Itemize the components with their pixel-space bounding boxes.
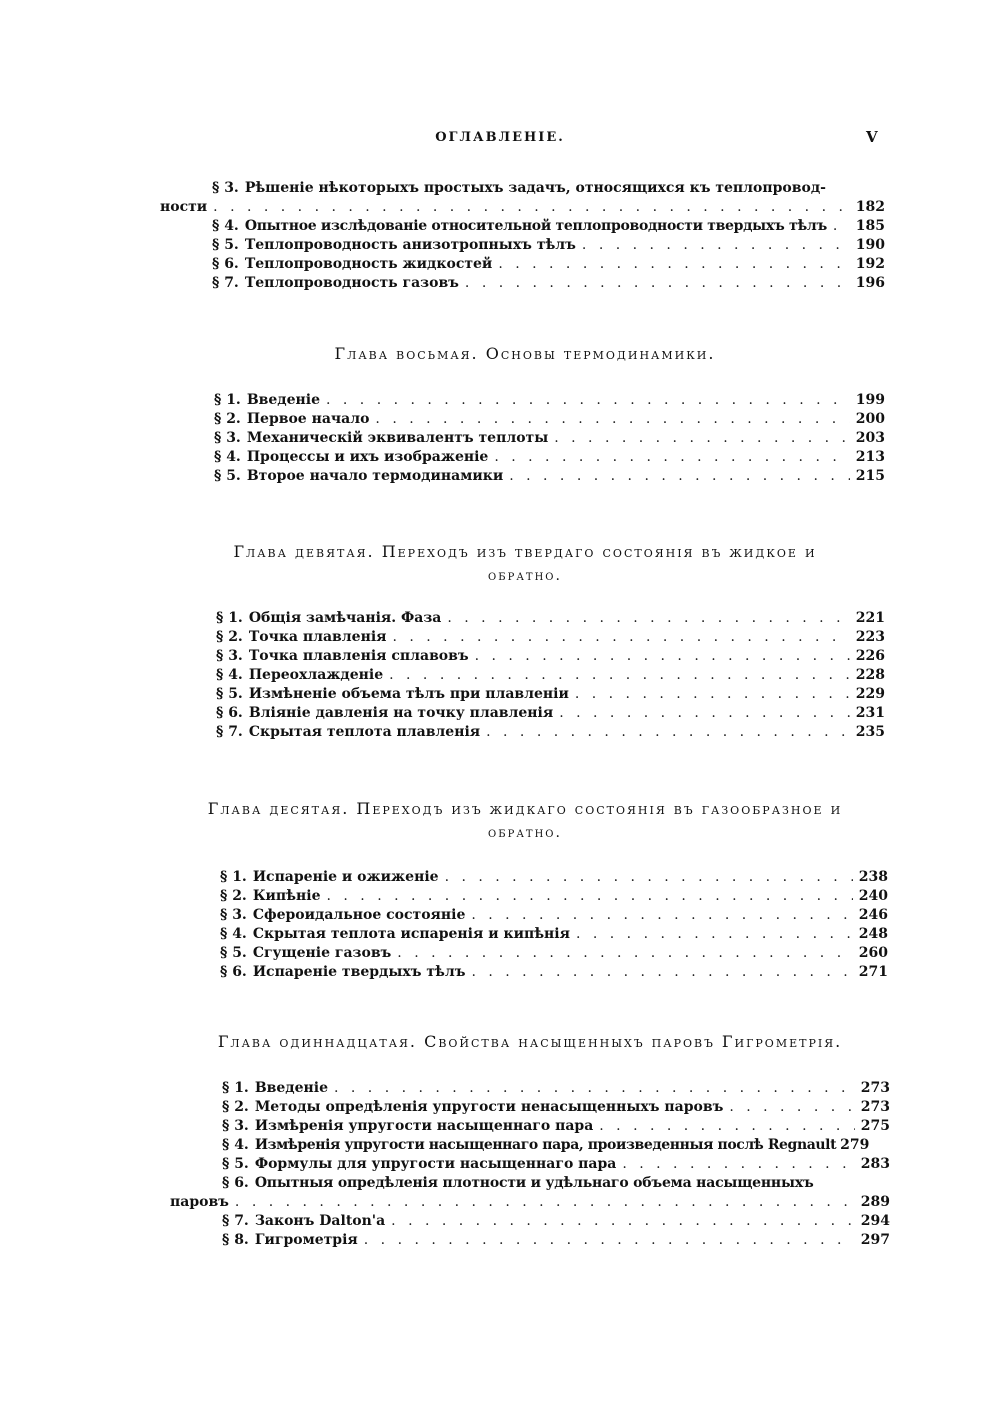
entry-title: Общія замѣчанія. Фаза (248, 610, 442, 626)
dot-leader (471, 962, 852, 982)
dot-leader (622, 1154, 854, 1174)
dot-leader (397, 943, 852, 963)
entry-title: Скрытая теплота плавленія (248, 724, 481, 740)
page-ref: 271 (858, 964, 888, 980)
entry-title: Измѣренія упругости насыщеннаго пара (254, 1118, 594, 1134)
section-number: § 1. (216, 610, 243, 626)
section-number: § 1. (214, 392, 241, 408)
dot-leader (498, 254, 849, 274)
entry-continuation: ности (160, 199, 208, 215)
entry-title: Испареніе и ожиженіе (252, 869, 439, 885)
toc-entry (214, 447, 885, 467)
page-ref: 203 (855, 430, 885, 446)
section-number: § 3. (212, 180, 239, 196)
chapter-heading-line2: обратно. (488, 825, 562, 841)
page-ref: 294 (860, 1213, 890, 1229)
entry-title: Теплопроводность газовъ (244, 275, 459, 291)
dot-leader (327, 886, 853, 906)
chapter-heading: Глава одиннадцатая. Свойства насыщенныхъ паровъ Гигрометрія. (217, 1032, 843, 1051)
section-number: § 5. (212, 237, 239, 253)
entry-continuation: паровъ (170, 1194, 229, 1210)
entry-title: Измѣненіе объема тѣлъ при плавленіи (248, 686, 569, 702)
page-ref: 273 (860, 1099, 890, 1115)
page-ref: 260 (858, 945, 888, 961)
section-number: § 2. (214, 411, 241, 427)
section-number: § 4. (222, 1137, 249, 1153)
entry-title: Скрытая теплота испаренія и кипѣнія (252, 926, 570, 942)
toc-entry (212, 254, 885, 274)
page-ref: 297 (860, 1232, 890, 1248)
page-ref: 185 (855, 218, 885, 234)
toc-entry (160, 197, 885, 217)
section-number: § 4. (212, 218, 239, 234)
chapter-heading-line2: обратно. (488, 568, 562, 584)
page-ref: 238 (858, 869, 888, 885)
entry-title: Сфероидальное состояніе (252, 907, 466, 923)
toc-entry (216, 722, 885, 742)
section-number: § 6. (222, 1175, 249, 1191)
page-ref: 235 (855, 724, 885, 740)
page-ref: 213 (855, 449, 885, 465)
dot-leader (392, 627, 849, 647)
dot-leader (465, 273, 850, 293)
toc-entry (220, 943, 888, 963)
dot-leader (326, 390, 850, 410)
page-ref: 246 (858, 907, 888, 923)
dot-leader (833, 216, 850, 236)
page-ref: 273 (860, 1080, 890, 1096)
toc-entry (220, 886, 888, 906)
toc-entry (216, 684, 885, 704)
page-ref: 192 (855, 256, 885, 272)
entry-title: Опытное изслѣдованіе относительной теплопроводности твердыхъ тѣлъ (244, 218, 827, 234)
toc-entry (220, 905, 888, 925)
page-ref: 240 (858, 888, 888, 904)
page-ref: 223 (855, 629, 885, 645)
running-title: ОГЛАВЛЕНІЕ. (435, 130, 565, 145)
section-number: § 2. (220, 888, 247, 904)
toc-entry (216, 703, 885, 723)
entry-title: Теплопроводность жидкостей (244, 256, 493, 272)
section-number: § 6. (212, 256, 239, 272)
section-number: § 3. (214, 430, 241, 446)
dot-leader (389, 665, 850, 685)
chapter-heading-line1: Глава десятая. Переходъ изъ жидкаго состоянія въ газообразное и (207, 799, 843, 818)
entry-title: Законъ Dalton'a (254, 1213, 386, 1229)
toc-entry (212, 273, 885, 293)
chapter-heading (150, 797, 900, 845)
toc-entry (220, 867, 888, 887)
section-number: § 5. (220, 945, 247, 961)
page-ref: 231 (855, 705, 885, 721)
toc-entry (216, 627, 885, 647)
dot-leader (599, 1116, 855, 1136)
toc-entry (222, 1211, 890, 1231)
section-number: § 2. (222, 1099, 249, 1115)
toc-entry (214, 466, 885, 486)
entry-title: Сгущеніе газовъ (252, 945, 392, 961)
dot-leader (364, 1230, 855, 1250)
entry-title: Испареніе твердыхъ тѣлъ (252, 964, 466, 980)
toc-entry (222, 1230, 890, 1250)
entry-title: Введеніе (254, 1080, 328, 1096)
chapter-heading (170, 540, 880, 588)
section-number: § 7. (222, 1213, 249, 1229)
section-number: § 1. (222, 1080, 249, 1096)
entry-title: Рѣшеніе нѣкоторыхъ простыхъ задачъ, относящихся къ теплопровод- (244, 180, 826, 196)
section-number: § 8. (222, 1232, 249, 1248)
section-number: § 5. (216, 686, 243, 702)
entry-title: Точка плавленія (248, 629, 387, 645)
toc-entry (212, 216, 885, 236)
page-ref: 289 (860, 1194, 890, 1210)
toc-entry (220, 962, 888, 982)
dot-leader (445, 867, 853, 887)
entry-title: Первое начало (246, 411, 370, 427)
section-number: § 6. (216, 705, 243, 721)
entry-title: Второе начало термодинамики (246, 468, 504, 484)
section-number: § 7. (212, 275, 239, 291)
section-number: § 3. (222, 1118, 249, 1134)
dot-leader (471, 905, 852, 925)
toc-entry (222, 1173, 862, 1193)
toc-entry (222, 1116, 890, 1136)
section-number: § 3. (216, 648, 243, 664)
section-number: § 4. (216, 667, 243, 683)
toc-entry (212, 235, 885, 255)
chapter-heading-line1: Глава девятая. Переходъ изъ твердаго состоянія въ жидкое и (233, 542, 817, 561)
toc-entry (214, 409, 885, 429)
section-number: § 6. (220, 964, 247, 980)
entry-title: Измѣренія упругости насыщеннаго пара, произведенныя послѣ Regnault (254, 1137, 837, 1153)
page-ref: 248 (858, 926, 888, 942)
toc-entry (216, 608, 885, 628)
toc-entry (214, 390, 885, 410)
page-ref: 283 (860, 1156, 890, 1172)
entry-title: Введеніе (246, 392, 320, 408)
dot-leader (494, 447, 849, 467)
toc-entry (222, 1154, 890, 1174)
dot-leader (509, 466, 850, 486)
toc-entry (212, 178, 852, 198)
toc-entry (170, 1192, 890, 1212)
page-ref: 200 (855, 411, 885, 427)
entry-title: Вліяніе давленія на точку плавленія (248, 705, 554, 721)
dot-leader (576, 924, 853, 944)
entry-title: Механическій эквивалентъ теплоты (246, 430, 549, 446)
page-ref: 196 (855, 275, 885, 291)
entry-title: Опытныя опредѣленія плотности и удѣльнаго объема насыщенныхъ (254, 1175, 814, 1191)
dot-leader (559, 703, 850, 723)
toc-entry (222, 1097, 890, 1117)
dot-leader (213, 197, 850, 217)
toc-entry (216, 665, 885, 685)
section-number: § 7. (216, 724, 243, 740)
page-ref: 190 (855, 237, 885, 253)
dot-leader (575, 684, 850, 704)
toc-entry (216, 646, 885, 666)
dot-leader (235, 1192, 855, 1212)
entry-title: Методы опредѣленія упругости ненасыщенныхъ паровъ (254, 1099, 724, 1115)
entry-title: Формулы для упругости насыщеннаго пара (254, 1156, 617, 1172)
page-ref: 221 (855, 610, 885, 626)
page-ref: 226 (855, 648, 885, 664)
dot-leader (475, 646, 850, 666)
entry-title: Гигрометрія (254, 1232, 358, 1248)
section-number: § 4. (214, 449, 241, 465)
entry-title: Кипѣніе (252, 888, 321, 904)
page-number: V (866, 128, 878, 146)
dot-leader (486, 722, 850, 742)
entry-title: Переохлажденіе (248, 667, 384, 683)
entry-title: Процессы и ихъ изображеніе (246, 449, 489, 465)
page-ref: 275 (860, 1118, 890, 1134)
section-number: § 2. (216, 629, 243, 645)
section-number: § 1. (220, 869, 247, 885)
dot-leader (375, 409, 849, 429)
section-number: § 3. (220, 907, 247, 923)
entry-title: Теплопроводность анизотропныхъ тѣлъ (244, 237, 576, 253)
dot-leader (582, 235, 850, 255)
chapter-heading: Глава восьмая. Основы термодинамики. (334, 344, 716, 363)
dot-leader (729, 1097, 854, 1117)
dot-leader (391, 1211, 855, 1231)
section-number: § 4. (220, 926, 247, 942)
entry-title: Точка плавленія сплавовъ (248, 648, 469, 664)
dot-leader (554, 428, 850, 448)
toc-entry (220, 924, 888, 944)
page-ref: 215 (855, 468, 885, 484)
page-ref: 279 (840, 1137, 870, 1153)
dot-leader (447, 608, 849, 628)
toc-entry (222, 1078, 890, 1098)
page-ref: 199 (855, 392, 885, 408)
page-ref: 182 (855, 199, 885, 215)
page-ref: 229 (855, 686, 885, 702)
section-number: § 5. (222, 1156, 249, 1172)
page-header (0, 126, 1000, 156)
toc-entry (222, 1135, 890, 1155)
toc-entry (214, 428, 885, 448)
page-ref: 228 (855, 667, 885, 683)
section-number: § 5. (214, 468, 241, 484)
dot-leader (334, 1078, 855, 1098)
